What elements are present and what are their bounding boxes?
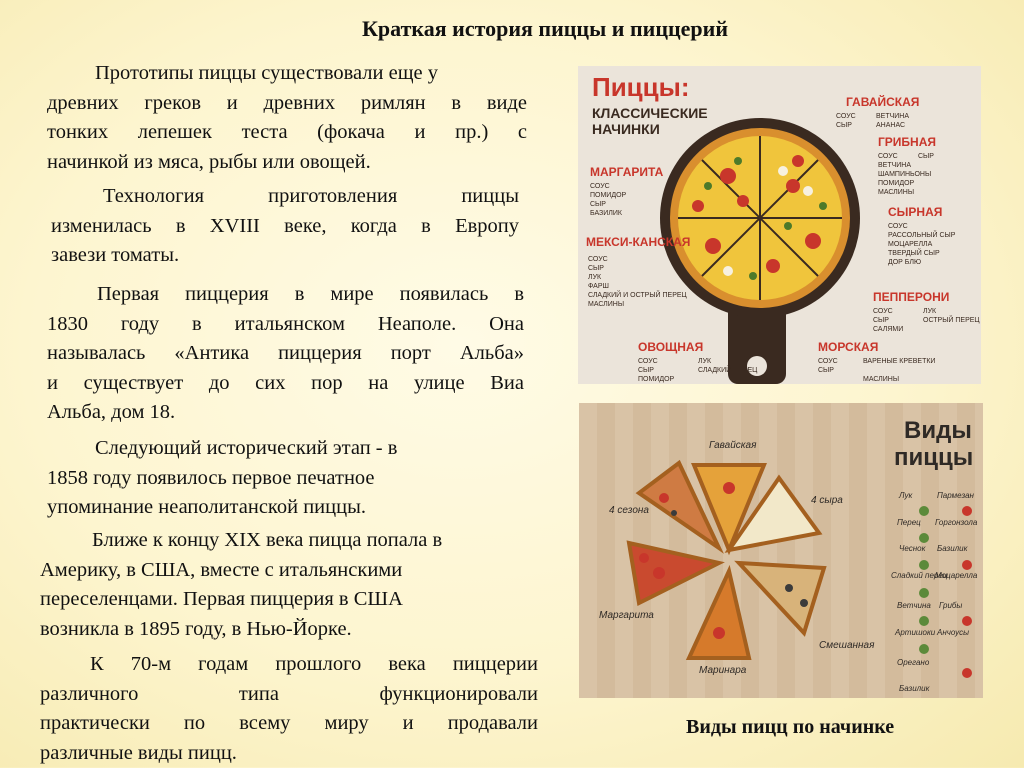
pizza-kinds-illustration: [579, 403, 983, 698]
text-line: Первая пиццерия в мире появилась в: [47, 280, 524, 310]
text-line: Следующий исторический этап - в: [47, 434, 517, 464]
ingredient-label: Горгонзола: [935, 518, 978, 527]
pizza-kinds-image: [579, 403, 983, 698]
paragraph-first-pizzeria: [47, 280, 524, 428]
ingredient-label: Грибы: [939, 601, 962, 610]
label-hawaiian: ГАВАЙСКАЯ: [846, 94, 919, 109]
label-cheese-items: СОУС РАССОЛЬНЫЙ СЫР МОЦАРЕЛЛА ТВЕРДЫЙ СЫР ДОР БЛЮ: [888, 223, 957, 266]
text-line: Технология приготовления пиццы: [51, 182, 519, 212]
text-line: Альба, дом 18.: [47, 398, 524, 428]
paragraph-prototypes: [47, 59, 527, 177]
classic-pizza-illustration: [578, 66, 981, 384]
label-margarita: МАРГАРИТА: [590, 165, 664, 179]
text-line: 1830 году в итальянском Неаполе. Она: [47, 310, 524, 340]
text-line: называлась «Антика пиццерия порт Альба»: [47, 339, 524, 369]
label-vegetable-items: СОУС СЫР ПОМИДОР ЛУК СЛАДКИЙ ПЕРЕЦ: [638, 358, 758, 383]
text-line: изменилась в XVIII веке, когда в Европу: [51, 212, 519, 242]
ingredient-label: Сладкий перец: [891, 571, 948, 580]
label-pepperoni: ПЕППЕРОНИ: [873, 290, 949, 304]
slice-label: Гавайская: [709, 440, 757, 451]
text-line: Америку, в США, вместе с итальянскими: [40, 556, 530, 586]
ingredient-label: Моцарелла: [935, 571, 978, 580]
ingredient-label: Орегано: [897, 658, 930, 667]
image-caption: Виды пицц по начинке: [686, 716, 894, 739]
ingredient-label: Базилик: [899, 684, 931, 693]
paragraph-next-stage: [47, 434, 517, 523]
slice-label: 4 сыра: [811, 495, 843, 506]
text-line: завези томаты.: [51, 241, 519, 271]
label-mexican: МЕКСИ-КАНСКАЯ: [586, 235, 690, 249]
label-mushroom-items: СОУС СЫР ВЕТЧИНА ШАМПИНЬОНЫ ПОМИДОР МАСЛИНЫ: [878, 153, 936, 196]
slice-label: Маринара: [699, 665, 747, 676]
label-seafood: МОРСКАЯ: [818, 340, 878, 354]
text-line: различные виды пицц.: [40, 739, 538, 768]
ingredient-label: Перец: [897, 518, 921, 527]
label-mexican-items: СОУС СЫР ЛУК ФАРШ СЛАДКИЙ И ОСТРЫЙ ПЕРЕЦ МАСЛИНЫ: [588, 256, 689, 308]
paragraph-technology: [51, 182, 519, 271]
ingredient-label: Пармезан: [937, 491, 975, 500]
text-line: упоминание неаполитанской пиццы.: [47, 493, 517, 523]
paragraph-america: [40, 526, 530, 644]
paragraph-seventies: [40, 650, 538, 768]
slice-label: Маргарита: [599, 610, 654, 621]
slide-title: Краткая история пиццы и пиццерий: [0, 16, 1024, 42]
label-mushroom: ГРИБНАЯ: [878, 135, 936, 149]
text-line: Ближе к концу XIX века пицца попала в: [40, 526, 530, 556]
classic-pizza-toppings-image: [578, 66, 981, 384]
text-line: и существует до сих пор на улице Виа: [47, 369, 524, 399]
text-line: практически по всему миру и продавали: [40, 709, 538, 739]
kinds-heading: пиццы: [894, 444, 973, 471]
label-pepperoni-items: СОУС СЫР САЛЯМИ ЛУК ОСТРЫЙ ПЕРЕЦ: [873, 308, 980, 333]
ingredient-label: Артишоки: [894, 628, 936, 637]
label-seafood-items: СОУС СЫР ВАРЕНЫЕ КРЕВЕТКИ МАСЛИНЫ: [818, 358, 937, 383]
text-line: начинкой из мяса, рыбы или овощей.: [47, 148, 527, 178]
kinds-heading: Виды: [904, 417, 972, 444]
ingredient-label: Лук: [898, 491, 913, 500]
label-hawaiian-items: СОУС СЫР ВЕТЧИНА АНАНАС: [836, 113, 911, 129]
text-line: различного типа функционировали: [40, 680, 538, 710]
text-line: переселенцами. Первая пиццерия в США: [40, 585, 530, 615]
text-line: К 70-м годам прошлого века пиццерии: [40, 650, 538, 680]
ingredient-label: Ветчина: [897, 601, 931, 610]
text-line: тонких лепешек теста (фокача и пр.) с: [47, 118, 527, 148]
slice-label: Смешанная: [819, 640, 875, 651]
text-line: древних греков и древних римлян в виде: [47, 89, 527, 119]
slice-label: 4 сезона: [609, 505, 649, 516]
poster-heading: Пиццы:: [592, 72, 690, 102]
label-vegetable: ОВОЩНАЯ: [638, 340, 703, 354]
poster-subheading: НАЧИНКИ: [592, 121, 660, 137]
text-line: 1858 году появилось первое печатное: [47, 464, 517, 494]
ingredient-label: Чеснок: [899, 544, 927, 553]
text-line: Прототипы пиццы существовали еще у: [47, 59, 527, 89]
text-line: возникла в 1895 году, в Нью-Йорке.: [40, 615, 530, 645]
label-margarita-items: СОУС ПОМИДОР СЫР БАЗИЛИК: [590, 183, 628, 217]
ingredient-label: Анчоусы: [936, 628, 969, 637]
ingredient-label: Базилик: [937, 544, 969, 553]
poster-subheading: КЛАССИЧЕСКИЕ: [592, 105, 708, 121]
label-cheese: СЫРНАЯ: [888, 205, 942, 219]
